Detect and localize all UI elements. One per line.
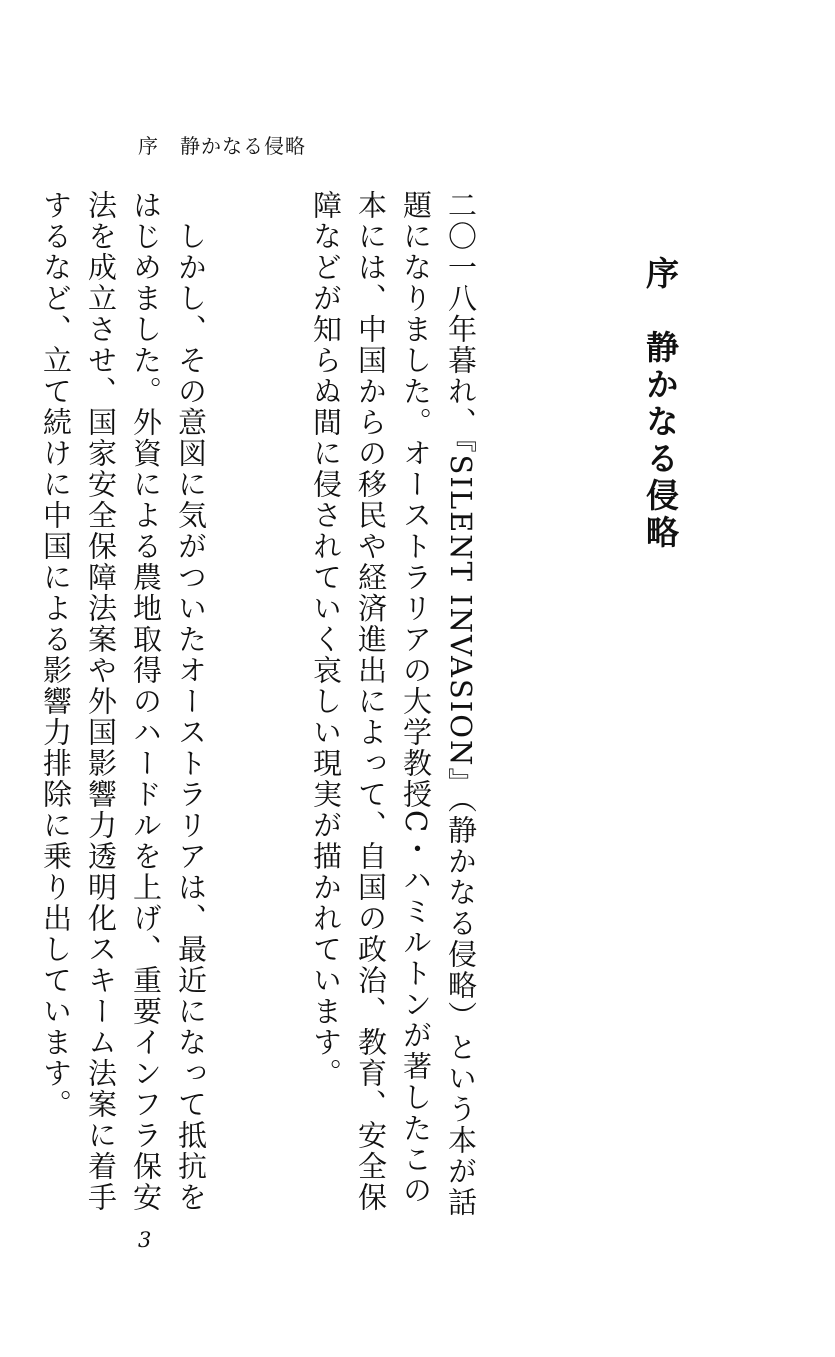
running-header: 序 静かなる侵略 xyxy=(138,134,306,158)
paragraph-2: しかし、その意図に気がついたオーストラリアは、最近になって抵抗をはじめました。外資による農地取得のハードルを上げ、重要インフラ保安法を成立させ、国家安全保障法案や外国影響力透明化スキーム法案に着手するなど、立て続けに中国による影響力排除に乗り出しています。 xyxy=(39,190,208,1213)
paragraph-1: 二〇一八年暮れ、『SILENT INVASION』（静かなる侵略）という本が話題になりました。オーストラリアの大学教授C・ハミルトンが著したこの本には、中国からの移民や経済進出によって、自国の政治、教育、安全保障などが知らぬ間に侵されていく哀しい現実が描かれています。 xyxy=(309,190,478,1218)
body-text xyxy=(39,190,528,1220)
chapter-title: 序 静かなる侵略 xyxy=(641,256,680,552)
page-number: 3 xyxy=(138,1228,152,1252)
